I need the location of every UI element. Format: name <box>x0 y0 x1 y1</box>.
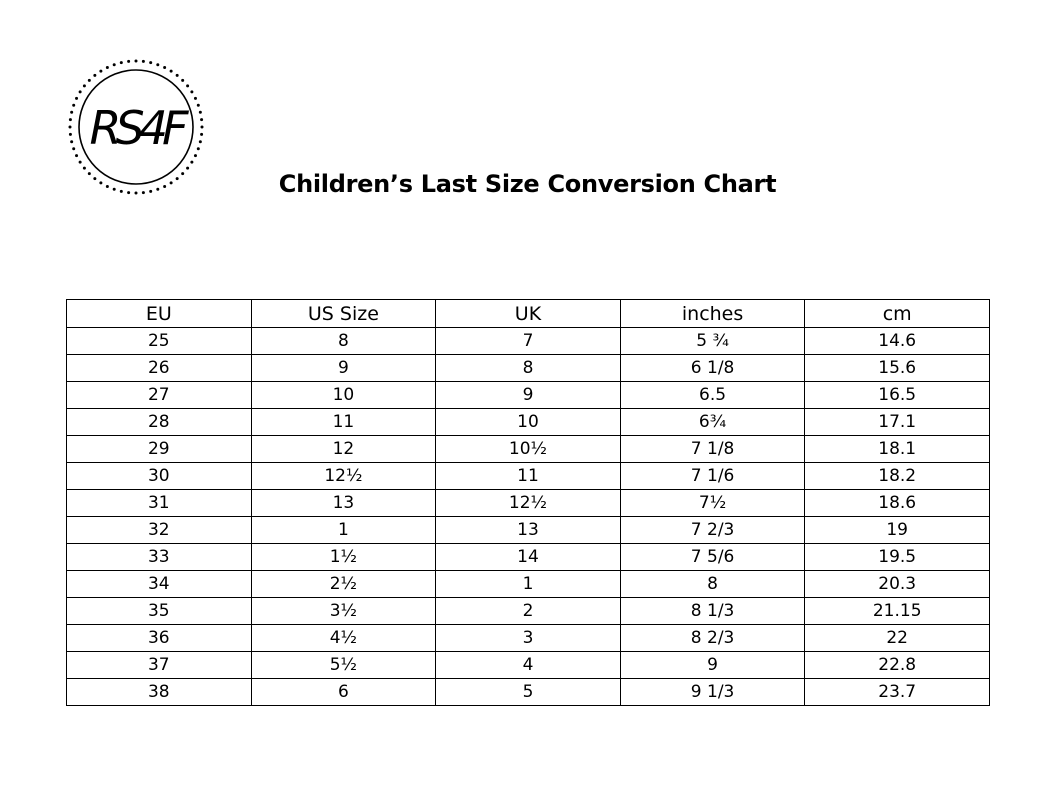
cell-cm: 22 <box>805 625 990 652</box>
column-header-eu: EU <box>67 300 252 328</box>
cell-cm: 15.6 <box>805 355 990 382</box>
table-row <box>67 517 990 544</box>
table-row <box>67 544 990 571</box>
cell-uk: 14 <box>436 544 621 571</box>
cell-us-size: 10 <box>251 382 436 409</box>
cell-uk: 4 <box>436 652 621 679</box>
cell-eu: 25 <box>67 328 252 355</box>
table-row <box>67 679 990 706</box>
cell-cm: 16.5 <box>805 382 990 409</box>
cell-eu: 34 <box>67 571 252 598</box>
table-row <box>67 436 990 463</box>
cell-cm: 14.6 <box>805 328 990 355</box>
column-header-cm: cm <box>805 300 990 328</box>
cell-eu: 29 <box>67 436 252 463</box>
size-conversion-table <box>66 299 990 706</box>
cell-us-size: 9 <box>251 355 436 382</box>
cell-inches: 8 1/3 <box>620 598 805 625</box>
cell-uk: 2 <box>436 598 621 625</box>
cell-us-size: 12½ <box>251 463 436 490</box>
cell-inches: 8 <box>620 571 805 598</box>
cell-cm: 18.1 <box>805 436 990 463</box>
table-row <box>67 571 990 598</box>
cell-eu: 27 <box>67 382 252 409</box>
cell-eu: 38 <box>67 679 252 706</box>
cell-uk: 3 <box>436 625 621 652</box>
cell-eu: 31 <box>67 490 252 517</box>
table-row <box>67 490 990 517</box>
cell-uk: 7 <box>436 328 621 355</box>
table-row <box>67 463 990 490</box>
table-row <box>67 625 990 652</box>
cell-us-size: 1½ <box>251 544 436 571</box>
cell-us-size: 1 <box>251 517 436 544</box>
table-row <box>67 598 990 625</box>
cell-inches: 9 <box>620 652 805 679</box>
cell-us-size: 3½ <box>251 598 436 625</box>
cell-us-size: 6 <box>251 679 436 706</box>
cell-uk: 13 <box>436 517 621 544</box>
cell-eu: 36 <box>67 625 252 652</box>
page-title: Children’s Last Size Conversion Chart <box>278 170 777 198</box>
cell-uk: 12½ <box>436 490 621 517</box>
cell-cm: 19.5 <box>805 544 990 571</box>
table-row <box>67 409 990 436</box>
column-header-inches: inches <box>620 300 805 328</box>
cell-us-size: 4½ <box>251 625 436 652</box>
column-header-uk: UK <box>436 300 621 328</box>
table-row <box>67 328 990 355</box>
cell-us-size: 2½ <box>251 571 436 598</box>
cell-eu: 35 <box>67 598 252 625</box>
cell-inches: 8 2/3 <box>620 625 805 652</box>
cell-cm: 19 <box>805 517 990 544</box>
cell-cm: 17.1 <box>805 409 990 436</box>
cell-inches: 6 1/8 <box>620 355 805 382</box>
table-row <box>67 652 990 679</box>
cell-inches: 7½ <box>620 490 805 517</box>
cell-uk: 1 <box>436 571 621 598</box>
cell-inches: 7 2/3 <box>620 517 805 544</box>
cell-inches: 7 1/8 <box>620 436 805 463</box>
cell-cm: 20.3 <box>805 571 990 598</box>
cell-uk: 5 <box>436 679 621 706</box>
cell-us-size: 11 <box>251 409 436 436</box>
table-header-row <box>67 300 990 328</box>
cell-uk: 8 <box>436 355 621 382</box>
cell-cm: 23.7 <box>805 679 990 706</box>
cell-inches: 6.5 <box>620 382 805 409</box>
cell-eu: 30 <box>67 463 252 490</box>
cell-us-size: 5½ <box>251 652 436 679</box>
cell-uk: 10½ <box>436 436 621 463</box>
cell-uk: 10 <box>436 409 621 436</box>
cell-inches: 7 5/6 <box>620 544 805 571</box>
cell-us-size: 12 <box>251 436 436 463</box>
cell-us-size: 13 <box>251 490 436 517</box>
cell-inches: 5 ¾ <box>620 328 805 355</box>
cell-eu: 37 <box>67 652 252 679</box>
cell-cm: 18.2 <box>805 463 990 490</box>
cell-eu: 32 <box>67 517 252 544</box>
cell-eu: 28 <box>67 409 252 436</box>
cell-inches: 9 1/3 <box>620 679 805 706</box>
cell-cm: 21.15 <box>805 598 990 625</box>
table-row <box>67 382 990 409</box>
table-row <box>67 355 990 382</box>
cell-eu: 33 <box>67 544 252 571</box>
logo-text: RS4F <box>89 101 183 155</box>
cell-inches: 7 1/6 <box>620 463 805 490</box>
cell-eu: 26 <box>67 355 252 382</box>
column-header-us-size: US Size <box>251 300 436 328</box>
cell-inches: 6¾ <box>620 409 805 436</box>
cell-cm: 18.6 <box>805 490 990 517</box>
cell-us-size: 8 <box>251 328 436 355</box>
cell-uk: 9 <box>436 382 621 409</box>
cell-cm: 22.8 <box>805 652 990 679</box>
cell-uk: 11 <box>436 463 621 490</box>
